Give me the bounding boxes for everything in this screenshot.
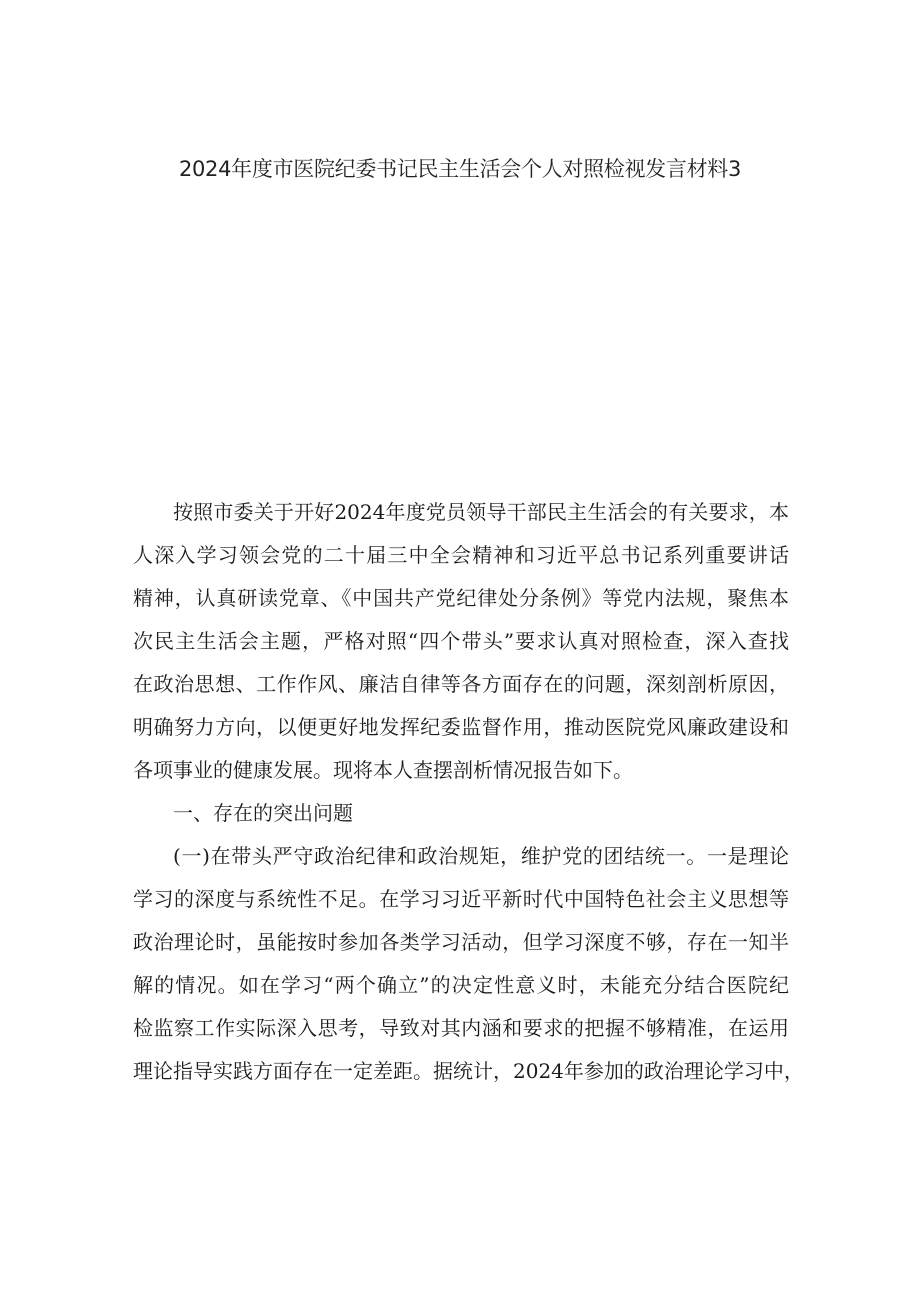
paragraph-line: 检监察工作实际深入思考，导致对其内涵和要求的把握不够精准，在运用 (133, 1016, 789, 1040)
paragraph-line: 学习的深度与系统性不足。在学习习近平新时代中国特色社会主义思想等 (133, 887, 789, 911)
paragraph-line: 按照市委关于开好2024年度党员领导干部民主生活会的有关要求，本 (173, 500, 789, 524)
document-body (133, 491, 804, 1093)
paragraph-line: 各项事业的健康发展。现将本人查摆剖析情况报告如下。 (133, 758, 633, 782)
paragraph-line: 明确努力方向，以便更好地发挥纪委监督作用，推动医院党风廉政建设和 (133, 715, 789, 739)
paragraph-line: 人深入学习领会党的二十届三中全会精神和习近平总书记系列重要讲话 (133, 543, 789, 567)
section-heading: 一、存在的突出问题 (173, 801, 353, 825)
document-title: 2024年度市医院纪委书记民主生活会个人对照检视发言材料3 (178, 157, 742, 181)
paragraph-line: 次民主生活会主题，严格对照“四个带头”要求认真对照检查，深入查找 (133, 629, 789, 653)
paragraph-line: 精神，认真研读党章、《中国共产党纪律处分条例》等党内法规，聚焦本 (133, 586, 789, 610)
paragraph-line: 理论指导实践方面存在一定差距。据统计，2024年参加的政治理论学习中， (133, 1059, 804, 1083)
paragraph-line: 解的情况。如在学习“两个确立”的决定性意义时，未能充分结合医院纪 (133, 973, 789, 997)
paragraph-line: 政治理论时，虽能按时参加各类学习活动，但学习深度不够，存在一知半 (133, 930, 789, 954)
paragraph-line: 在政治思想、工作作风、廉洁自律等各方面存在的问题，深刻剖析原因， (133, 672, 789, 696)
paragraph-line: (一)在带头严守政治纪律和政治规矩，维护党的团结统一。一是理论 (173, 844, 789, 868)
